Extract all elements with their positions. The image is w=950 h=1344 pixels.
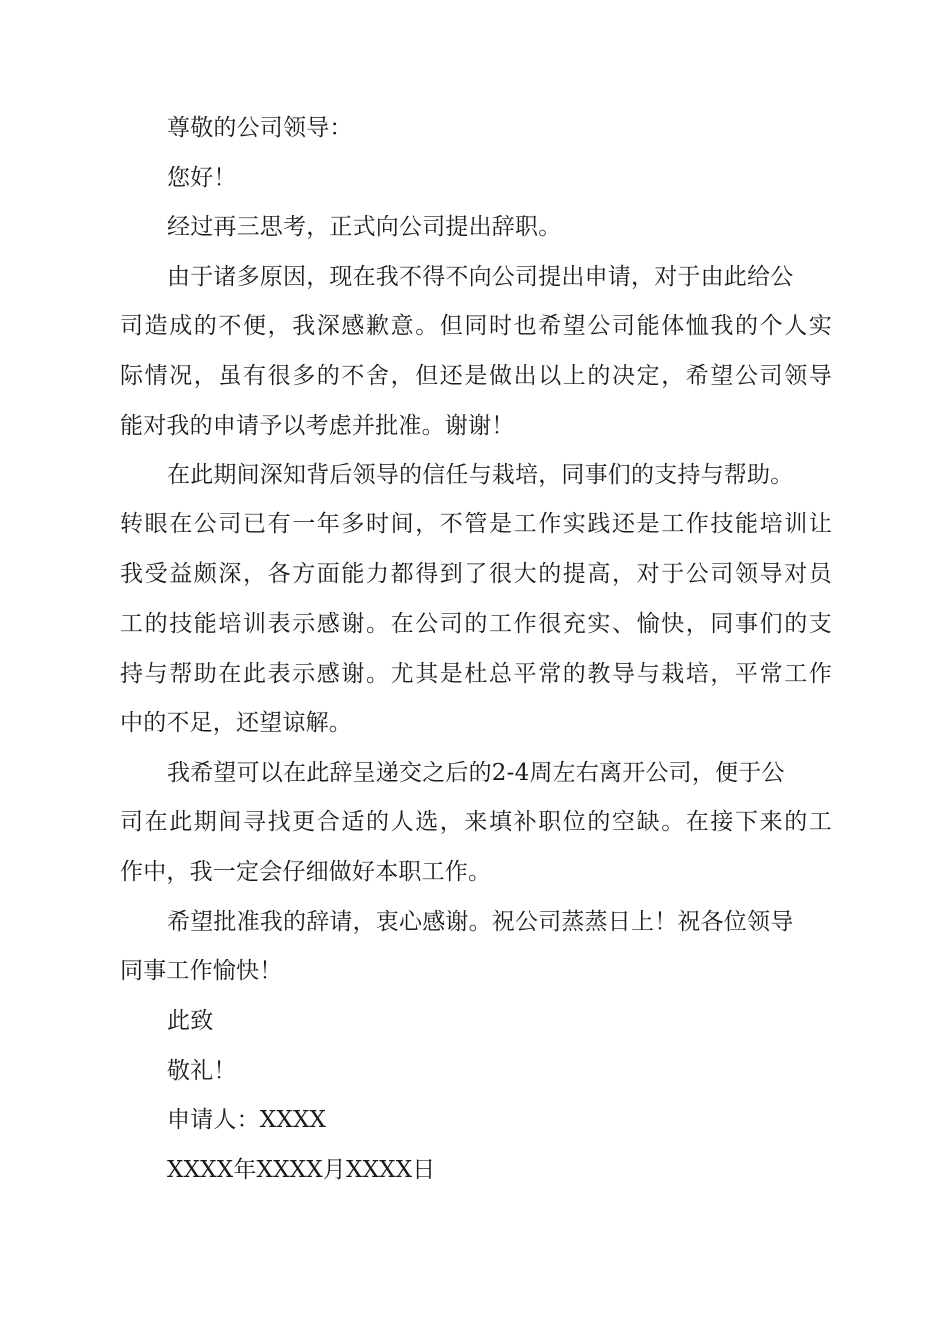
paragraph-line: 我希望可以在此辞呈递交之后的2-4周左右离开公司，便于公 xyxy=(167,760,785,786)
paragraph-line: 际情况，虽有很多的不舍，但还是做出以上的决定，希望公司领导 xyxy=(120,363,832,389)
paragraph-line: 司在此期间寻找更合适的人选，来填补职位的空缺。在接下来的工 xyxy=(120,809,832,835)
closing-line-2: 敬礼！ xyxy=(167,1058,237,1084)
closing-line-1: 此致 xyxy=(167,1008,214,1034)
paragraph-line: 希望批准我的辞请，衷心感谢。祝公司蒸蒸日上！祝各位领导 xyxy=(167,909,794,935)
paragraph-line: 在此期间深知背后领导的信任与栽培，同事们的支持与帮助。 xyxy=(167,462,794,488)
greeting: 您好！ xyxy=(167,165,237,191)
paragraph-line: 司造成的不便，我深感歉意。但同时也希望公司能体恤我的个人实 xyxy=(120,313,832,339)
paragraph-line: 中的不足，还望谅解。 xyxy=(120,710,352,736)
applicant-signature: 申请人：XXXX xyxy=(167,1107,327,1133)
salutation: 尊敬的公司领导： xyxy=(167,115,353,141)
paragraph-line: 同事工作愉快！ xyxy=(120,958,283,984)
intro-line: 经过再三思考，正式向公司提出辞职。 xyxy=(167,214,562,240)
date-line: XXXX年XXXX月XXXX日 xyxy=(167,1157,436,1183)
paragraph-line: 由于诸多原因，现在我不得不向公司提出申请，对于由此给公 xyxy=(167,264,794,290)
paragraph-line: 持与帮助在此表示感谢。尤其是杜总平常的教导与栽培，平常工作 xyxy=(120,661,832,687)
paragraph-line: 转眼在公司已有一年多时间，不管是工作实践还是工作技能培训让 xyxy=(120,511,832,537)
paragraph-line: 工的技能培训表示感谢。在公司的工作很充实、愉快，同事们的支 xyxy=(120,611,832,637)
paragraph-line: 能对我的申请予以考虑并批准。谢谢！ xyxy=(120,413,515,439)
paragraph-line: 我受益颇深，各方面能力都得到了很大的提高，对于公司领导对员 xyxy=(120,561,832,587)
paragraph-line: 作中，我一定会仔细做好本职工作。 xyxy=(120,859,492,885)
